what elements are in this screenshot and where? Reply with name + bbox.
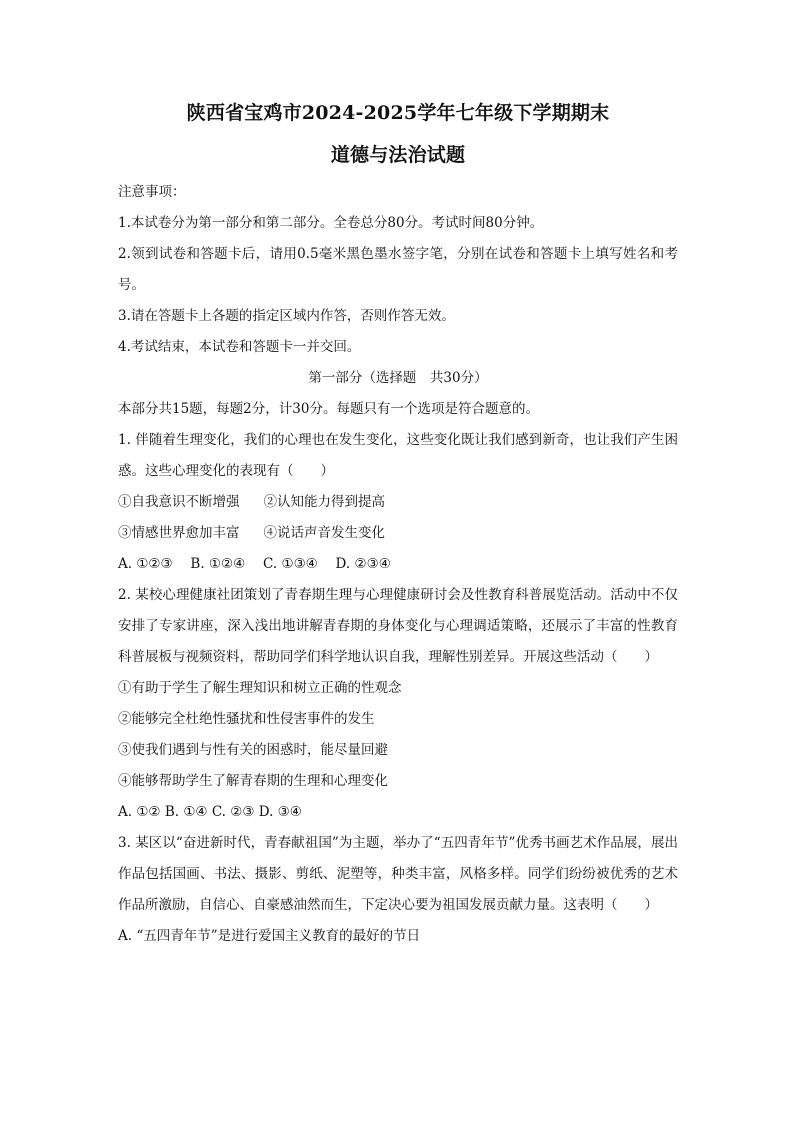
- notice-item: 4.考试结束，本试卷和答题卡一并交回。: [118, 339, 361, 355]
- question-3-stem: 3. 某区以“奋进新时代，青春献祖国”为主题，举办了“五四青年节”优秀书画艺术作品展，展出作品包括国画、书法、摄影、剪纸、泥塑等，种类丰富，风格多样。同学们纷纷被优秀的艺术作品所激励，自信心、自豪感油然而生，下定决心要为祖国发展贡献力量。这表明（ ）: [118, 835, 678, 913]
- page-content: [118, 100, 678, 952]
- question-1-stem: 1. 伴随着生理变化，我们的心理也在发生变化，这些变化既让我们感到新奇，也让我们产生困惑。这些心理变化的表现有（ ）: [118, 432, 678, 479]
- question-2-item: ④能够帮助学生了解青春期的生理和心理变化: [118, 773, 388, 789]
- exam-subtitle: 道德与法治试题: [330, 144, 466, 166]
- question-2-item: ②能够完全杜绝性骚扰和性侵害事件的发生: [118, 711, 375, 727]
- notice-item: 2.领到试卷和答题卡后，请用0.5毫米黑色墨水签字笔，分别在试卷和答题卡上填写姓名和考号。: [118, 246, 678, 293]
- question-1-choices: A. ①②③ B. ①②④ C. ①③④ D. ②③④: [118, 556, 391, 572]
- part1-heading: 第一部分（选择题 共30分）: [308, 370, 488, 386]
- notice-heading: 注意事项：: [118, 184, 186, 200]
- question-1-item: ②认知能力得到提高: [263, 494, 385, 510]
- question-1-item: ①自我意识不断增强: [118, 494, 240, 510]
- question-1-item: ③情感世界愈加丰富: [118, 525, 240, 541]
- question-1-items-row: [118, 518, 678, 549]
- question-3-option-a: A. “五四青年节”是进行爱国主义教育的最好的节日: [118, 928, 421, 944]
- question-1-item: ④说话声音发生变化: [263, 525, 385, 541]
- question-2-stem: 2. 某校心理健康社团策划了青春期生理与心理健康研讨会及性教育科普展览活动。活动中不仅安排了专家讲座，深入浅出地讲解青春期的身体变化与心理调适策略，还展示了丰富的性教育科普展板与视频资料，帮助同学们科学地认识自我，理解性别差异。开展这些活动（ ）: [118, 587, 678, 665]
- notice-item: 1.本试卷分为第一部分和第二部分。全卷总分80分。考试时间80分钟。: [118, 215, 544, 231]
- part1-intro: 本部分共15题，每题2分，计30分。每题只有一个选项是符合题意的。: [118, 401, 539, 417]
- question-2-item: ③使我们遇到与性有关的困惑时，能尽量回避: [118, 742, 388, 758]
- question-2-item: ①有助于学生了解生理知识和树立正确的性观念: [118, 680, 402, 696]
- question-1-items-row: [118, 487, 678, 518]
- notice-item: 3.请在答题卡上各题的指定区域内作答，否则作答无效。: [118, 308, 455, 324]
- question-2-choices: A. ①② B. ①④ C. ②③ D. ③④: [118, 804, 302, 820]
- exam-title: 陕西省宝鸡市2024-2025学年七年级下学期期末: [186, 102, 610, 124]
